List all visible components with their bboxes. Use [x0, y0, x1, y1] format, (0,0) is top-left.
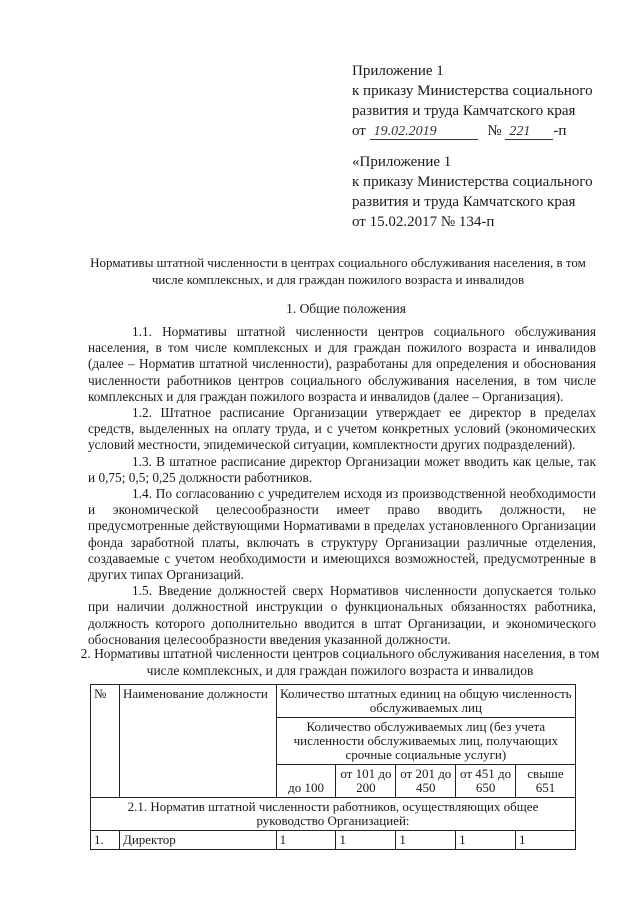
appendix-prev-line4: от 15.02.2017 № 134-п — [352, 214, 495, 230]
row-num: 1. — [91, 831, 120, 850]
appendix-prev-line3: развития и труда Камчатского края — [352, 194, 576, 210]
table-subsection-row — [91, 798, 576, 831]
appendix-prev-line2: к приказу Министерства социального — [352, 174, 593, 190]
handwritten-date: 19.02.2019 — [370, 124, 478, 140]
range-cell: свыше 651 — [516, 765, 576, 798]
number-label: № — [487, 123, 502, 139]
section1-heading: 1. Общие положения — [286, 301, 406, 316]
table-row — [91, 831, 576, 850]
paragraph-1-3: 1.3. В штатное расписание директор Организации может вводить как целые, так и 0,75; 0,5; 0,25 должности работников. — [88, 453, 596, 485]
appendix-date-line — [352, 121, 593, 141]
header-served: Количество обслуживаемых лиц (без учета численности обслуживаемых лиц, получающих срочные социальные услуги) — [276, 718, 575, 765]
document-title: Нормативы штатной численности в центрах социального обслуживания населения, в том числе комплексных, и для граждан пожилого возраста и инвалидов — [90, 255, 586, 287]
appendix-previous-header — [352, 152, 593, 232]
row-value: 1 — [516, 831, 576, 850]
header-position: Наименование должности — [119, 685, 276, 798]
appendix-current-header — [352, 61, 593, 141]
range-cell: от 201 до 450 — [396, 765, 456, 798]
header-num: № — [91, 685, 120, 798]
paragraph-1-1: 1.1. Нормативы штатной численности центров социального обслуживания населения, в том числе комплексных и для граждан пожилого возраста и инвалидов (далее – Норматив штатной численности), разработаны для определения и обоснования численности работников центров социального обслуживания населения, в том числе комплексных и для граждан пожилого возраста и инвалидов (далее – Организация). — [88, 324, 596, 404]
subsection-cell: 2.1. Норматив штатной численности работников, осуществляющих общее руководство Организацией: — [91, 798, 576, 831]
appendix-prev-line1: «Приложение 1 — [352, 154, 452, 170]
handwritten-number: 221 — [505, 124, 553, 140]
paragraph-1-2: 1.2. Штатное расписание Организации утверждает ее директор в пределах средств, выделенных на оплату труда, и с учетом конкретных условий (экономических условий местности, эпидемической ситуации, комплектности других подразделений). — [88, 405, 596, 453]
from-label: от — [352, 123, 366, 139]
row-value: 1 — [396, 831, 456, 850]
row-value: 1 — [336, 831, 396, 850]
paragraph-1-5: 1.5. Введение должностей сверх Нормативов численности допускается только при наличии должностной инструкции о функциональных обязанностях работника, должность которого дополнительно вводится в штат Организации, и экономического обоснования целесообразности введения указанной должности. — [88, 583, 596, 647]
table-header-row — [91, 685, 576, 718]
row-value: 1 — [276, 831, 336, 850]
row-position: Директор — [119, 831, 276, 850]
section2-heading: 2. Нормативы штатной численности центров социального обслуживания населения, в том числе комплексных, и для граждан пожилого возраста и инвалидов — [80, 646, 600, 678]
staff-norms-table — [90, 684, 576, 850]
appendix-line2: к приказу Министерства социального — [352, 83, 593, 99]
appendix-line1: Приложение 1 — [352, 63, 444, 79]
range-cell: от 451 до 650 — [456, 765, 516, 798]
header-units: Количество штатных единиц на общую численность обслуживаемых лиц — [276, 685, 575, 718]
section1-body — [88, 324, 596, 648]
row-value: 1 — [456, 831, 516, 850]
paragraph-1-4: 1.4. По согласованию с учредителем исходя из производственной необходимости и экономической целесообразности имеет право вводить должности, не предусмотренные действующими Нормативами в пределах установленного Организации фонда заработной платы, включать в структуру Организации различные отделения, создаваемые с учетом необходимости и имеющихся возможностей, предусмотренные в других типах Организаций. — [88, 486, 596, 583]
appendix-line3: развития и труда Камчатского края — [352, 103, 576, 119]
range-cell: от 101 до 200 — [336, 765, 396, 798]
range-cell: до 100 — [276, 765, 336, 798]
number-suffix: -п — [553, 123, 567, 139]
